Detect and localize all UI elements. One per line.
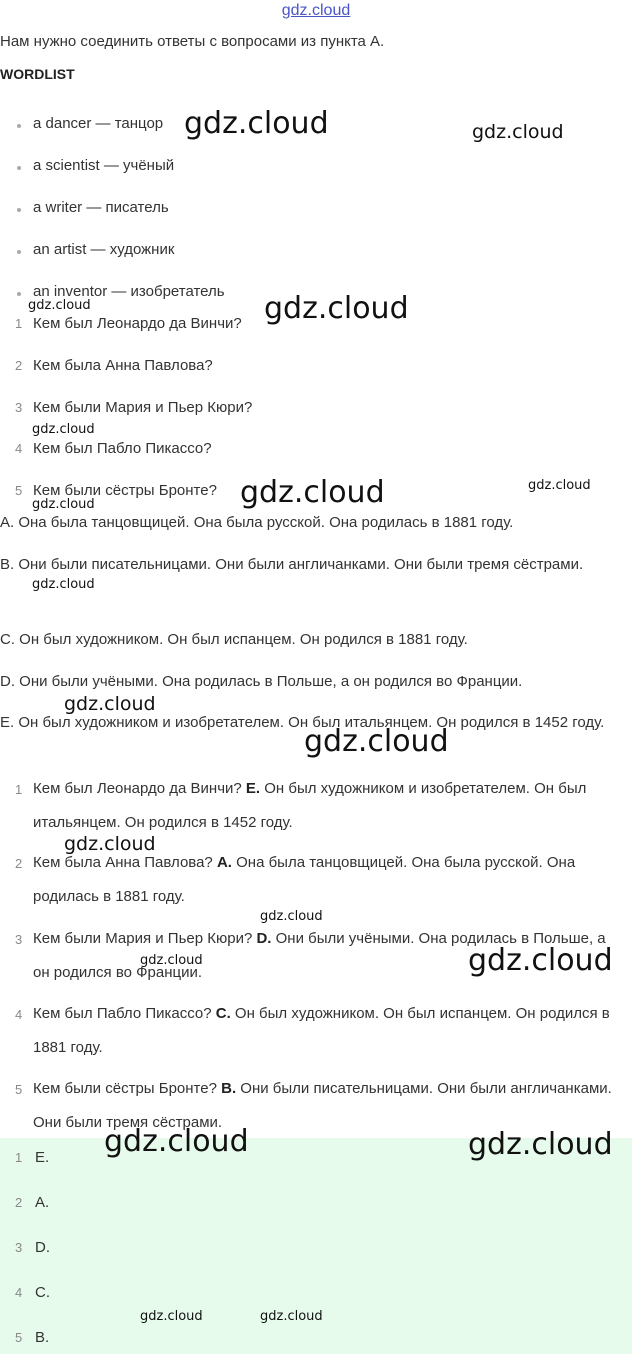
answer-number: 2 bbox=[15, 1195, 23, 1210]
answer-letter: D. bbox=[35, 1239, 50, 1256]
bullet-icon bbox=[17, 208, 21, 212]
intro-text: Нам нужно соединить ответы с вопросами из пункта А. bbox=[0, 33, 385, 50]
question-number: 1 bbox=[15, 316, 23, 331]
watermark: gdz.cloud bbox=[240, 475, 385, 510]
answer-option: B. Они были писательницами. Они были англичанками. Они были тремя сёстрами. bbox=[0, 556, 584, 573]
watermark: gdz.cloud bbox=[32, 577, 95, 592]
bullet-icon bbox=[17, 166, 21, 170]
match-item: Кем был Леонардо да Винчи? E. Он был художником и изобретателем. Он был итальянцем. Он родился в 1452 году. bbox=[33, 780, 587, 831]
answer-letter: C. bbox=[35, 1284, 50, 1301]
question-text: Кем были Мария и Пьер Кюри? bbox=[33, 399, 253, 416]
match-number: 4 bbox=[15, 1007, 23, 1022]
wordlist-item: a writer — писатель bbox=[33, 199, 169, 216]
match-number: 3 bbox=[15, 932, 23, 947]
question-number: 4 bbox=[15, 441, 23, 456]
question-number: 5 bbox=[15, 483, 23, 498]
watermark: gdz.cloud bbox=[472, 121, 564, 143]
watermark: gdz.cloud bbox=[64, 833, 156, 855]
watermark: gdz.cloud bbox=[528, 478, 591, 493]
watermark: gdz.cloud bbox=[260, 1309, 323, 1324]
watermark-link[interactable]: gdz.cloud bbox=[281, 2, 351, 19]
wordlist-item: a scientist — учёный bbox=[33, 157, 175, 174]
watermark: gdz.cloud bbox=[64, 693, 156, 715]
answer-letter: E. bbox=[35, 1149, 50, 1166]
bullet-icon bbox=[17, 292, 21, 296]
wordlist-item: a dancer — танцор bbox=[33, 115, 164, 132]
answer-option: E. Он был художником и изобретателем. Он был итальянцем. Он родился в 1452 году. bbox=[0, 714, 605, 731]
wordlist-item: an inventor — изобретатель bbox=[33, 283, 225, 300]
match-item: Кем была Анна Павлова? A. Она была танцовщицей. Она была русской. Она родилась в 1881 году. bbox=[33, 854, 576, 905]
answer-option: A. Она была танцовщицей. Она была русской. Она родилась в 1881 году. bbox=[0, 514, 514, 531]
question-number: 2 bbox=[15, 358, 23, 373]
answer-option: C. Он был художником. Он был испанцем. Он родился в 1881 году. bbox=[0, 631, 468, 648]
answer-letter: B. bbox=[35, 1329, 50, 1346]
wordlist-item: an artist — художник bbox=[33, 241, 175, 258]
match-item: Кем были Мария и Пьер Кюри? D. Они были учёными. Она родилась в Польше, а он родился во Франции. bbox=[33, 930, 606, 981]
wordlist-heading: WORDLIST bbox=[0, 66, 75, 82]
question-text: Кем был Пабло Пикассо? bbox=[33, 440, 212, 457]
watermark: gdz.cloud bbox=[32, 422, 95, 437]
answer-number: 5 bbox=[15, 1330, 23, 1345]
match-number: 1 bbox=[15, 782, 23, 797]
answer-number: 3 bbox=[15, 1240, 23, 1255]
match-number: 2 bbox=[15, 856, 23, 871]
watermark: gdz.cloud bbox=[304, 724, 449, 759]
watermark: gdz.cloud bbox=[28, 298, 91, 313]
match-item: Кем был Пабло Пикассо? C. Он был художником. Он был испанцем. Он родился в 1881 году. bbox=[33, 1005, 610, 1056]
watermark: gdz.cloud bbox=[260, 909, 323, 924]
bullet-icon bbox=[17, 124, 21, 128]
watermark: gdz.cloud bbox=[468, 943, 613, 978]
answer-number: 4 bbox=[15, 1285, 23, 1300]
question-text: Кем была Анна Павлова? bbox=[33, 357, 213, 374]
watermark: gdz.cloud bbox=[140, 1309, 203, 1324]
watermark: gdz.cloud bbox=[32, 497, 95, 512]
match-item: Кем были сёстры Бронте? B. Они были писательницами. Они были англичанками. Они были тремя сёстрами. bbox=[33, 1080, 612, 1131]
watermark: gdz.cloud bbox=[140, 953, 203, 968]
watermark: gdz.cloud bbox=[468, 1127, 613, 1162]
bullet-icon bbox=[17, 250, 21, 254]
watermark: gdz.cloud bbox=[264, 291, 409, 326]
watermark: gdz.cloud bbox=[184, 106, 329, 141]
question-text: Кем были сёстры Бронте? bbox=[33, 482, 217, 499]
match-number: 5 bbox=[15, 1082, 23, 1097]
question-text: Кем был Леонардо да Винчи? bbox=[33, 315, 242, 332]
answer-number: 1 bbox=[15, 1150, 23, 1165]
answer-option: D. Они были учёными. Она родилась в Польше, а он родился во Франции. bbox=[0, 673, 523, 690]
answer-letter: A. bbox=[35, 1194, 50, 1211]
watermark: gdz.cloud bbox=[104, 1124, 249, 1159]
question-number: 3 bbox=[15, 400, 23, 415]
